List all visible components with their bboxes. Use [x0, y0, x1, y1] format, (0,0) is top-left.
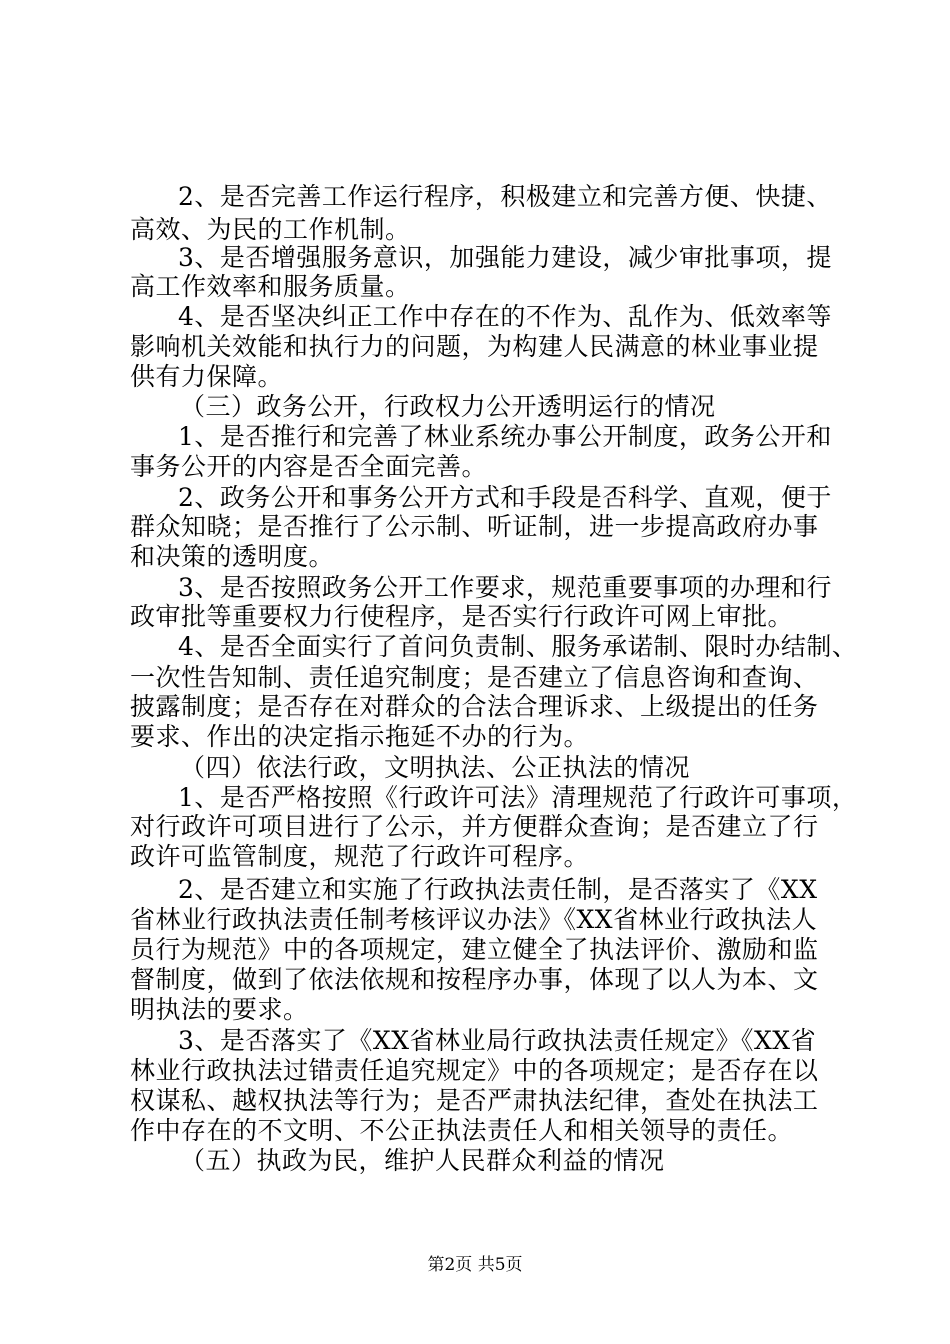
paragraph-line: 群众知晓；是否推行了公示制、听证制，进一步提高政府办事	[130, 512, 819, 541]
paragraph-line: 影响机关效能和执行力的问题，为构建人民满意的林业事业提	[130, 332, 819, 361]
paragraph-line: 明执法的要求。	[130, 995, 309, 1024]
paragraph-line: 政许可监管制度，规范了行政许可程序。	[130, 842, 590, 871]
paragraph-line: 要求、作出的决定指示拖延不办的行为。	[130, 722, 590, 751]
paragraph-line: 和决策的透明度。	[130, 542, 335, 571]
paragraph-line: 4、是否坚决纠正工作中存在的不作为、乱作为、低效率等	[178, 302, 832, 331]
paragraph-line: 3、是否落实了《XX省林业局行政执法责任规定》《XX省	[178, 1026, 817, 1055]
paragraph-line: 高效、为民的工作机制。	[130, 215, 411, 244]
paragraph-line: 4、是否全面实行了首问负责制、服务承诺制、限时办结制、	[178, 632, 858, 661]
paragraph-line: 权谋私、越权执法等行为；是否严肃执法纪律，查处在执法工	[130, 1086, 819, 1115]
paragraph-line: 3、是否按照政务公开工作要求，规范重要事项的办理和行	[178, 573, 832, 602]
section-heading: （五）执政为民，维护人民群众利益的情况	[180, 1146, 665, 1175]
paragraph-line: 高工作效率和服务质量。	[130, 272, 411, 301]
paragraph-line: 省林业行政执法责任制考核评议办法》《XX省林业行政执法人	[130, 905, 818, 934]
paragraph-line: 一次性告知制、责任追究制度；是否建立了信息咨询和查询、	[130, 663, 819, 692]
section-heading: （三）政务公开，行政权力公开透明运行的情况	[180, 392, 716, 421]
paragraph-line: 1、是否严格按照《行政许可法》清理规范了行政许可事项，	[178, 783, 858, 812]
paragraph-line: 1、是否推行和完善了林业系统办事公开制度，政务公开和	[178, 422, 832, 451]
paragraph-line: 披露制度；是否存在对群众的合法合理诉求、上级提出的任务	[130, 692, 819, 721]
paragraph-line: 对行政许可项目进行了公示，并方便群众查询；是否建立了行	[130, 812, 819, 841]
paragraph-line: 政审批等重要权力行使程序，是否实行行政许可网上审批。	[130, 602, 794, 631]
paragraph-line: 2、是否完善工作运行程序，积极建立和完善方便、快捷、	[178, 182, 832, 211]
paragraph-line: 作中存在的不文明、不公正执法责任人和相关领导的责任。	[130, 1116, 794, 1145]
page-number-footer: 第2页 共5页	[427, 1255, 523, 1275]
paragraph-line: 2、是否建立和实施了行政执法责任制，是否落实了《XX	[178, 875, 818, 904]
paragraph-line: 事务公开的内容是否全面完善。	[130, 452, 488, 481]
paragraph-line: 3、是否增强服务意识，加强能力建设，减少审批事项，提	[178, 243, 832, 272]
paragraph-line: 林业行政执法过错责任追究规定》中的各项规定；是否存在以	[130, 1056, 819, 1085]
paragraph-line: 督制度，做到了依法依规和按程序办事，体现了以人为本、文	[130, 965, 819, 994]
section-heading: （四）依法行政，文明执法、公正执法的情况	[180, 753, 691, 782]
paragraph-line: 供有力保障。	[130, 362, 284, 391]
paragraph-line: 2、政务公开和事务公开方式和手段是否科学、直观，便于	[178, 483, 832, 512]
paragraph-line: 员行为规范》中的各项规定，建立健全了执法评价、激励和监	[130, 935, 819, 964]
